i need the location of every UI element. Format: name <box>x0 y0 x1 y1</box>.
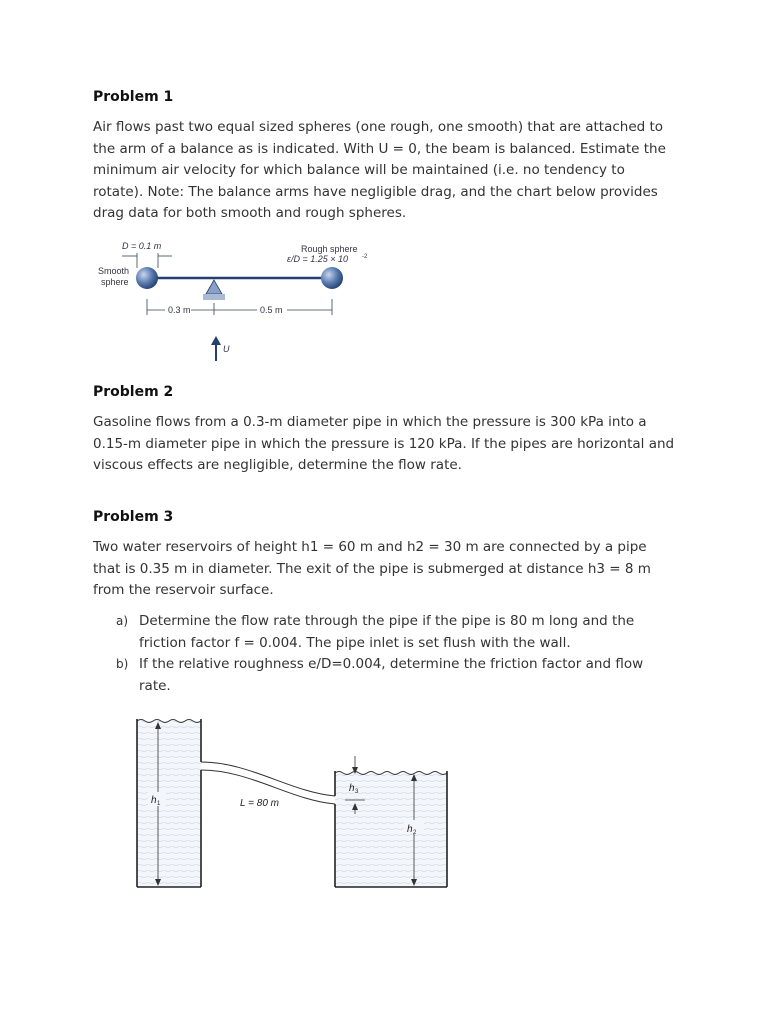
problem-2-heading: Problem 2 <box>93 384 174 400</box>
h2-label: h <box>407 824 413 835</box>
problem-3-text: Two water reservoirs of height h1 = 60 m and h2 = 30 m are connected by a pipe that is 0.35 m in diameter. The exit of the pipe is submerged at distance h3 = 8 m from the reservoir surface. <box>93 539 651 598</box>
pivot-icon <box>206 280 222 294</box>
left-reservoir-water <box>137 721 201 887</box>
rough-label: Rough sphere <box>301 244 358 254</box>
list-text-a: Determine the flow rate through the pipe if the pipe is 80 m long and the friction factor f = 0.004. The pipe inlet is set flush with the wall. <box>139 613 635 651</box>
smooth-label-2: sphere <box>101 277 129 287</box>
h3-sub: 3 <box>355 789 359 795</box>
balance-figure <box>90 235 390 370</box>
rough-exponent: -2 <box>362 254 368 260</box>
rough-roughness: ε/D = 1.25 × 10 <box>287 254 348 264</box>
problem-3-heading: Problem 3 <box>93 509 174 525</box>
h3-label: h <box>349 783 355 794</box>
h1-sub: 1 <box>157 801 161 807</box>
list-text-b: If the relative roughness e/D=0.004, determine the friction factor and flow rate. <box>139 656 644 694</box>
pipe-length-label: L = 80 m <box>240 798 280 809</box>
h2-sub: 2 <box>413 830 417 836</box>
list-item-a <box>116 611 676 654</box>
smooth-label-1: Smooth <box>98 266 130 276</box>
pipe-top-edge <box>201 762 335 796</box>
list-marker-a: a) <box>116 614 129 628</box>
h1-label: h <box>151 795 157 806</box>
reservoir-figure <box>130 712 460 892</box>
problem-1-text: Air flows past two equal sized spheres (one rough, one smooth) that are attached to the arm of a balance as is indicated. With U = 0, the beam is balanced. Estimate the minimum air velocity for which balance will be maintained (i.e. no tendency to rotate). Note: The balance arms have negligible drag, and the chart below provides drag data for both smooth and rough spheres. <box>93 119 666 221</box>
diameter-label: D = 0.1 m <box>122 241 162 251</box>
h3-arrow-down <box>352 767 358 774</box>
velocity-label: U <box>223 344 230 354</box>
left-arm-label: 0.3 m <box>168 305 191 315</box>
problem-1-heading: Problem 1 <box>93 89 174 105</box>
right-arm-label: 0.5 m <box>260 305 283 315</box>
list-item-b <box>116 654 676 697</box>
problem-2-text: Gasoline flows from a 0.3-m diameter pipe in which the pressure is 300 kPa into a 0.15-m diameter pipe in which the pressure is 120 kPa. If the pipes are horizontal and viscous effects are negligible, determine the flow rate. <box>93 414 675 473</box>
pivot-base <box>203 294 225 300</box>
list-marker-b: b) <box>116 657 129 671</box>
smooth-sphere <box>136 267 158 289</box>
rough-sphere <box>321 267 343 289</box>
velocity-arrow-head <box>211 336 221 345</box>
